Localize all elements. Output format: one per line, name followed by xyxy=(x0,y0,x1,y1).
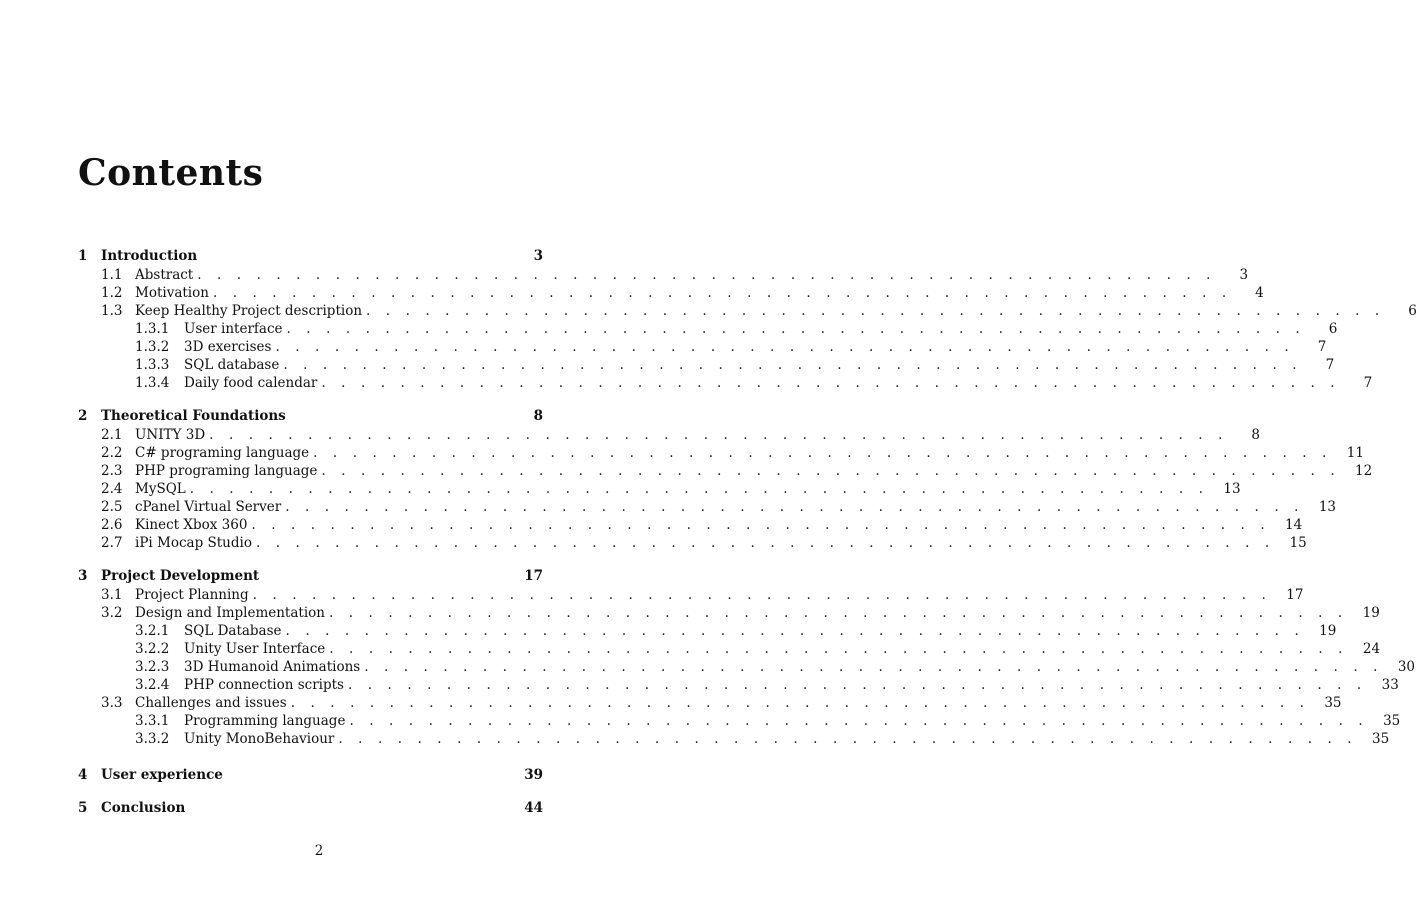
toc-entry-title: Conclusion xyxy=(101,800,186,816)
toc-entry-number: 3.2.2 xyxy=(135,641,170,657)
table-of-contents xyxy=(78,246,1417,818)
toc-dot-leader: . . . . . . . . . . . . . . . . . . . . . . . . . . . . . . . . . . . . . . . . . . . . . . . . . . . . xyxy=(321,463,1341,479)
toc-entry-number: 1.1 xyxy=(101,267,123,283)
toc-dot-leader: . . . . . . . . . . . . . . . . . . . . . . . . . . . . . . . . . . . . . . . . . . . . . . . . . . . . xyxy=(338,731,1358,747)
toc-entry-number: 3.3 xyxy=(101,695,123,711)
toc-entry-title: MySQL xyxy=(135,481,186,497)
toc-entry-page: 3 xyxy=(533,248,543,264)
toc-entry-page: 17 xyxy=(1286,587,1304,603)
toc-dot-leader: . . . . . . . . . . . . . . . . . . . . . . . . . . . . . . . . . . . . . . . . . . . . . . . . . . . . xyxy=(347,677,1367,693)
toc-entry-number: 3.1 xyxy=(101,587,123,603)
toc-entry-page: 19 xyxy=(1362,605,1380,621)
toc-dot-leader: . . . . . . . . . . . . . . . . . . . . . . . . . . . . . . . . . . . . . . . . . . . . . . . . . . . . xyxy=(366,303,1385,319)
toc-subsection-entry[interactable] xyxy=(78,712,1401,730)
toc-entry-title: Unity User Interface xyxy=(184,641,326,657)
toc-entry-page: 12 xyxy=(1355,463,1373,479)
toc-entry-number: 5 xyxy=(78,800,88,816)
toc-entry-page: 35 xyxy=(1324,695,1342,711)
toc-subsection-entry[interactable] xyxy=(78,640,1381,658)
toc-section-entry[interactable] xyxy=(78,426,1260,444)
toc-subsection-entry[interactable] xyxy=(78,676,1399,694)
toc-dot-leader: . . . . . . . . . . . . . . . . . . . . . . . . . . . . . . . . . . . . . . . . . . . . . . . . . . . . xyxy=(197,267,1217,283)
toc-section-entry[interactable] xyxy=(78,284,1264,302)
toc-dot-leader: . . . . . . . . . . . . . . . . . . . . . . . . . . . . . . . . . . . . . . . . . . . . . . . . . . . . xyxy=(313,445,1332,461)
toc-entry-page: 35 xyxy=(1383,713,1401,729)
toc-entry-page: 6 xyxy=(1408,303,1417,319)
toc-entry-number: 2.7 xyxy=(101,535,123,551)
toc-entry-page: 33 xyxy=(1381,677,1399,693)
toc-entry-page: 6 xyxy=(1328,321,1338,337)
toc-subsection-entry[interactable] xyxy=(78,730,1390,748)
toc-entry-page: 7 xyxy=(1363,375,1373,391)
toc-dot-leader: . . . . . . . . . . . . . . . . . . . . . . . . . . . . . . . . . . . . . . . . . . . . . . . . . . . . xyxy=(212,285,1232,301)
toc-dot-leader: . . . . . . . . . . . . . . . . . . . . . . . . . . . . . . . . . . . . . . . . . . . . . . . . . . . . xyxy=(328,605,1348,621)
toc-entry-title: SQL Database xyxy=(184,623,282,639)
toc-entry-page: 35 xyxy=(1372,731,1390,747)
toc-section-entry[interactable] xyxy=(78,302,1417,320)
toc-entry-number: 1.3.3 xyxy=(135,357,170,373)
toc-subsection-entry[interactable] xyxy=(78,658,1416,676)
toc-entry-title: Project Development xyxy=(101,568,260,584)
toc-entry-number: 3.2.1 xyxy=(135,623,170,639)
toc-section-entry[interactable] xyxy=(78,266,1249,284)
toc-dot-leader: . . . . . . . . . . . . . . . . . . . . . . . . . . . . . . . . . . . . . . . . . . . . . . . . . . . . xyxy=(286,321,1306,337)
toc-entry-number: 1 xyxy=(78,248,88,264)
toc-entry-page: 7 xyxy=(1325,357,1335,373)
toc-entry-title: Abstract xyxy=(135,267,194,283)
toc-entry-page: 24 xyxy=(1362,641,1381,657)
toc-dot-leader: . . . . . . . . . . . . . . . . . . . . . . . . . . . . . . . . . . . . . . . . . . . . . . . . . . . . xyxy=(283,357,1303,373)
toc-dot-leader: . . . . . . . . . . . . . . . . . . . . . . . . . . . . . . . . . . . . . . . . . . . . . . . . . . . . xyxy=(285,499,1305,515)
toc-entry-number: 3.3.2 xyxy=(135,731,170,747)
toc-chapter-entry[interactable] xyxy=(78,566,543,586)
toc-entry-number: 2.5 xyxy=(101,499,123,515)
toc-entry-title: Challenges and issues xyxy=(135,695,287,711)
toc-entry-number: 1.2 xyxy=(101,285,123,301)
toc-entry-number: 1.3.1 xyxy=(135,321,170,337)
toc-entry-title: User experience xyxy=(101,767,223,783)
toc-section-entry[interactable] xyxy=(78,586,1304,604)
toc-dot-leader: . . . . . . . . . . . . . . . . . . . . . . . . . . . . . . . . . . . . . . . . . . . . . . . . . . . . xyxy=(255,535,1275,551)
toc-entry-title: Introduction xyxy=(101,248,198,264)
toc-section-entry[interactable] xyxy=(78,444,1364,462)
toc-subsection-entry[interactable] xyxy=(78,374,1373,392)
toc-entry-title: User interface xyxy=(184,321,283,337)
toc-entry-title: Keep Healthy Project description xyxy=(135,303,363,319)
toc-dot-leader: . . . . . . . . . . . . . . . . . . . . . . . . . . . . . . . . . . . . . . . . . . . . . . . . . . . . xyxy=(189,481,1209,497)
toc-dot-leader: . . . . . . . . . . . . . . . . . . . . . . . . . . . . . . . . . . . . . . . . . . . . . . . . . . . . xyxy=(329,641,1349,657)
toc-subsection-entry[interactable] xyxy=(78,338,1327,356)
toc-section-entry[interactable] xyxy=(78,480,1241,498)
toc-entry-page: 11 xyxy=(1346,445,1364,461)
toc-chapter-entry[interactable] xyxy=(78,765,543,785)
toc-entry-number: 3.2.3 xyxy=(135,659,170,675)
toc-entry-number: 1.3.2 xyxy=(135,339,170,355)
toc-entry-page: 13 xyxy=(1318,499,1337,515)
toc-entry-number: 2.6 xyxy=(101,517,123,533)
toc-dot-leader: . . . . . . . . . . . . . . . . . . . . . . . . . . . . . . . . . . . . . . . . . . . . . . . . . . . . xyxy=(285,623,1305,639)
toc-entry-page: 3 xyxy=(1239,267,1249,283)
toc-entry-title: Programming language xyxy=(184,713,346,729)
toc-section-entry[interactable] xyxy=(78,604,1380,622)
toc-subsection-entry[interactable] xyxy=(78,622,1337,640)
toc-entry-title: SQL database xyxy=(184,357,280,373)
toc-entry-title: Project Planning xyxy=(135,587,249,603)
toc-chapter-entry[interactable] xyxy=(78,246,543,266)
toc-chapter-entry[interactable] xyxy=(78,406,543,426)
toc-entry-title: cPanel Virtual Server xyxy=(135,499,282,515)
toc-entry-page: 19 xyxy=(1319,623,1337,639)
toc-entry-number: 2.1 xyxy=(101,427,123,443)
toc-dot-leader: . . . . . . . . . . . . . . . . . . . . . . . . . . . . . . . . . . . . . . . . . . . . . . . . . . . . xyxy=(321,375,1341,391)
toc-subsection-entry[interactable] xyxy=(78,356,1335,374)
toc-entry-number: 3.3.1 xyxy=(135,713,170,729)
toc-section-entry[interactable] xyxy=(78,694,1342,712)
toc-section-entry[interactable] xyxy=(78,462,1373,480)
toc-entry-number: 1.3.4 xyxy=(135,375,170,391)
toc-dot-leader: . . . . . . . . . . . . . . . . . . . . . . . . . . . . . . . . . . . . . . . . . . . . . . . . . . . . xyxy=(349,713,1369,729)
toc-section-entry[interactable] xyxy=(78,498,1337,516)
toc-entry-page: 13 xyxy=(1223,481,1241,497)
toc-entry-number: 2.4 xyxy=(101,481,123,497)
toc-entry-number: 3 xyxy=(78,568,88,584)
toc-entry-title: Kinect Xbox 360 xyxy=(135,517,248,533)
toc-entry-page: 7 xyxy=(1317,339,1327,355)
toc-dot-leader: . . . . . . . . . . . . . . . . . . . . . . . . . . . . . . . . . . . . . . . . . . . . . . . . . . . . xyxy=(275,339,1295,355)
toc-dot-leader: . . . . . . . . . . . . . . . . . . . . . . . . . . . . . . . . . . . . . . . . . . . . . . . . . . . . xyxy=(364,659,1384,675)
page-number: 2 xyxy=(314,843,324,859)
toc-dot-leader: . . . . . . . . . . . . . . . . . . . . . . . . . . . . . . . . . . . . . . . . . . . . . . . . . . . . xyxy=(252,587,1272,603)
toc-section-entry[interactable] xyxy=(78,534,1307,552)
toc-entry-page: 8 xyxy=(1251,427,1260,443)
toc-entry-page: 44 xyxy=(524,800,543,816)
toc-entry-page: 4 xyxy=(1255,285,1264,301)
toc-chapter-entry[interactable] xyxy=(78,798,543,818)
toc-entry-title: Design and Implementation xyxy=(135,605,325,621)
toc-entry-title: 3D exercises xyxy=(184,339,272,355)
toc-entry-number: 4 xyxy=(78,767,88,783)
toc-dot-leader: . . . . . . . . . . . . . . . . . . . . . . . . . . . . . . . . . . . . . . . . . . . . . . . . . . . . xyxy=(251,517,1271,533)
toc-entry-title: C# programing language xyxy=(135,445,310,461)
toc-entry-page: 15 xyxy=(1289,535,1307,551)
toc-entry-title: UNITY 3D xyxy=(135,427,206,443)
toc-dot-leader: . . . . . . . . . . . . . . . . . . . . . . . . . . . . . . . . . . . . . . . . . . . . . . . . . . . . xyxy=(209,427,1228,443)
toc-entry-number: 2.2 xyxy=(101,445,123,461)
toc-section-entry[interactable] xyxy=(78,516,1303,534)
toc-entry-number: 3.2.4 xyxy=(135,677,170,693)
toc-dot-leader: . . . . . . . . . . . . . . . . . . . . . . . . . . . . . . . . . . . . . . . . . . . . . . . . . . . . xyxy=(290,695,1310,711)
toc-entry-number: 1.3 xyxy=(101,303,123,319)
page-title: Contents xyxy=(78,152,264,194)
toc-entry-page: 14 xyxy=(1285,517,1303,533)
toc-entry-page: 17 xyxy=(524,568,543,584)
toc-entry-page: 39 xyxy=(524,767,543,783)
toc-entry-title: Motivation xyxy=(135,285,209,301)
toc-subsection-entry[interactable] xyxy=(78,320,1338,338)
toc-entry-title: Unity MonoBehaviour xyxy=(184,731,335,747)
toc-entry-number: 2 xyxy=(78,408,88,424)
toc-entry-number: 2.3 xyxy=(101,463,123,479)
toc-entry-title: iPi Mocap Studio xyxy=(135,535,252,551)
toc-entry-title: Daily food calendar xyxy=(184,375,318,391)
toc-entry-title: PHP programing language xyxy=(135,463,318,479)
toc-entry-title: PHP connection scripts xyxy=(184,677,344,693)
toc-entry-page: 30 xyxy=(1397,659,1416,675)
toc-entry-title: Theoretical Foundations xyxy=(101,408,286,424)
toc-entry-number: 3.2 xyxy=(101,605,123,621)
toc-entry-page: 8 xyxy=(533,408,543,424)
toc-entry-title: 3D Humanoid Animations xyxy=(184,659,361,675)
